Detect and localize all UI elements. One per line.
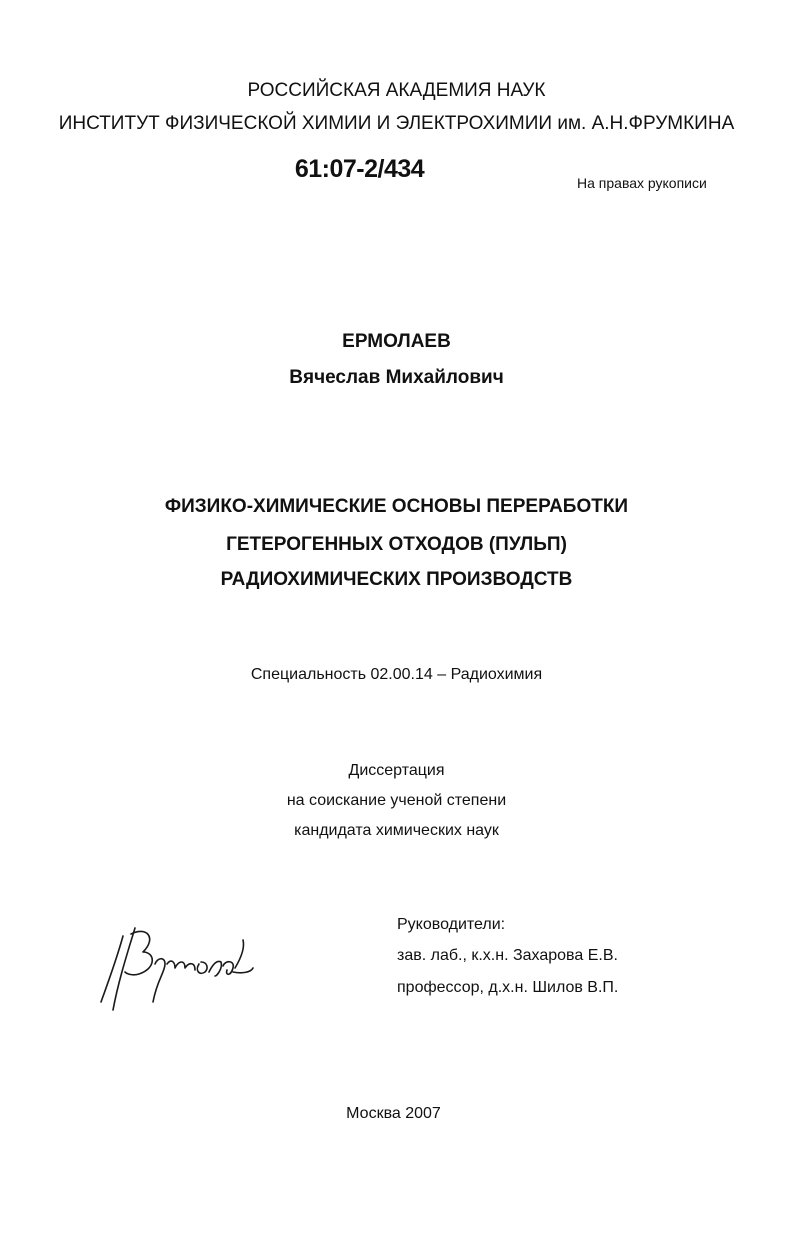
title-line-1: ФИЗИКО-ХИМИЧЕСКИЕ ОСНОВЫ ПЕРЕРАБОТКИ [164, 496, 629, 517]
city-year: Москва 2007 [346, 1105, 441, 1122]
thesis-type: Диссертация [348, 762, 445, 779]
org-name: РОССИЙСКАЯ АКАДЕМИЯ НАУК [247, 80, 546, 101]
author-signature [95, 918, 255, 1018]
supervisor-2: профессор, д.х.н. Шилов В.П. [397, 979, 619, 996]
thesis-degree: кандидата химических наук [294, 822, 499, 839]
specialty: Специальность 02.00.14 – Радиохимия [250, 666, 543, 683]
rights-note: На правах рукописи [577, 175, 707, 191]
institute-name: ИНСТИТУТ ФИЗИЧЕСКОЙ ХИМИИ И ЭЛЕКТРОХИМИИ им. А.Н.ФРУМКИНА [58, 113, 735, 134]
title-line-2: ГЕТЕРОГЕННЫХ ОТХОДОВ (ПУЛЬП) [226, 534, 567, 555]
author-surname: ЕРМОЛАЕВ [342, 331, 451, 352]
catalog-code: 61:07-2/434 [294, 155, 425, 183]
title-line-3: РАДИОХИМИЧЕСКИХ ПРОИЗВОДСТВ [220, 569, 573, 590]
supervisor-1: зав. лаб., к.х.н. Захарова Е.В. [397, 947, 618, 964]
thesis-purpose: на соискание ученой степени [286, 792, 507, 809]
supervisors-heading: Руководители: [397, 916, 506, 933]
author-given-names: Вячеслав Михайлович [289, 367, 504, 388]
